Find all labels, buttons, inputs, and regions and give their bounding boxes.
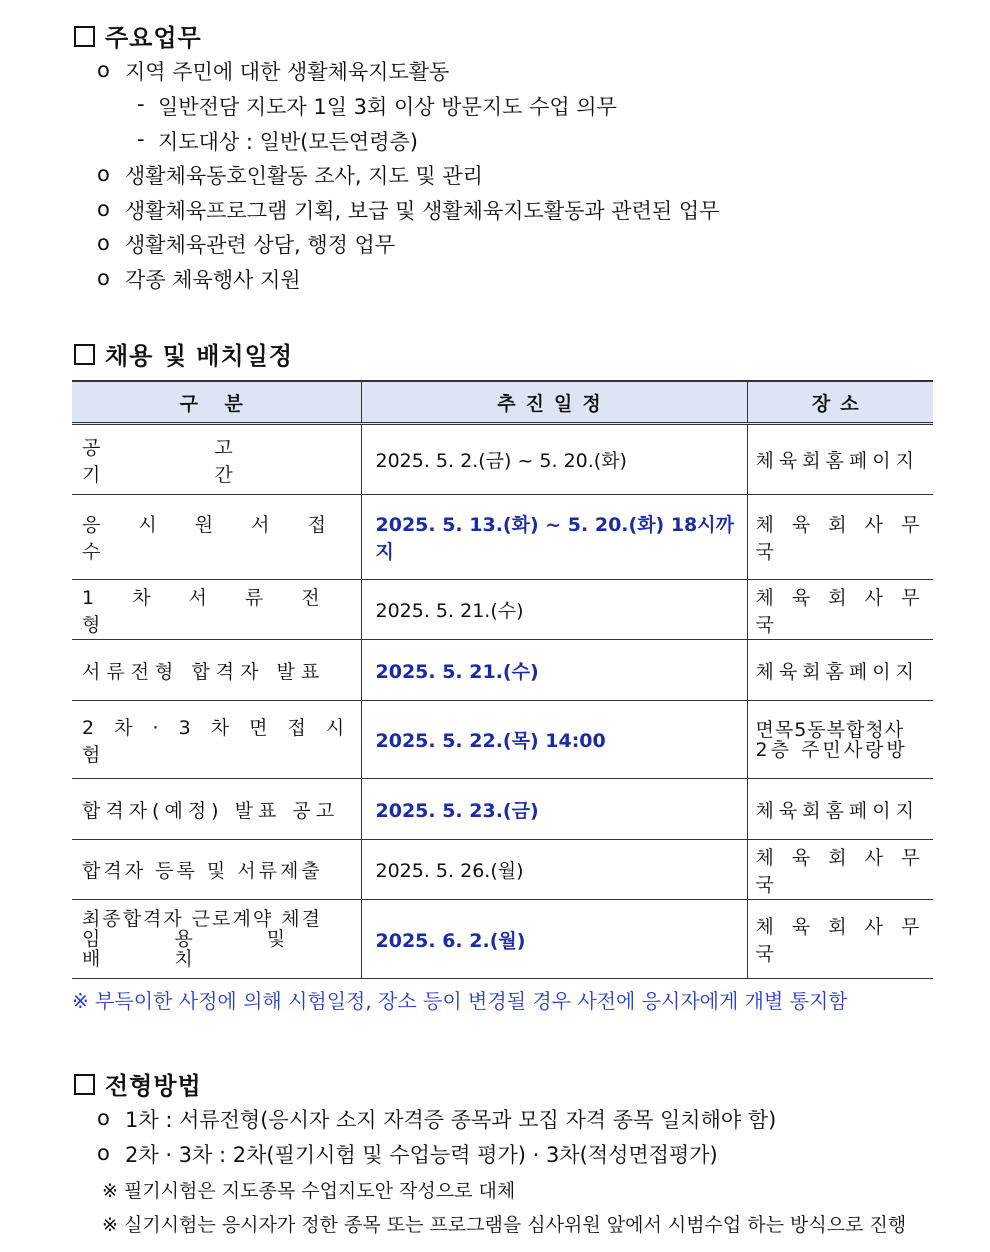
table-row xyxy=(72,701,933,779)
duty-item: 각종 체육행사 지원 xyxy=(125,268,301,292)
method-item: 1차 : 서류전형(응시자 소지 자격증 종목과 모집 자격 종목 일치해야 함) xyxy=(125,1108,777,1132)
method-section-title: 전형방법 xyxy=(74,1066,202,1101)
stage-cell: 합격자(예정) 발표 공고 xyxy=(72,779,361,840)
place-cell: 체 육 회 사 무 국 xyxy=(747,900,933,979)
table-row xyxy=(72,580,933,640)
method-note: ※ 필기시험은 지도종목 수업지도안 작성으로 대체 xyxy=(102,1180,516,1202)
stage-cell: 응 시 원 서 접 수 xyxy=(72,495,361,580)
bullet: o xyxy=(97,162,110,186)
duty-item: 생활체육동호인활동 조사, 지도 및 관리 xyxy=(125,164,483,188)
table-header-row xyxy=(72,381,933,424)
date-cell: 2025. 5. 21.(수) xyxy=(361,580,747,640)
table-row xyxy=(72,900,933,979)
schedule-notice: ※ 부득이한 사정에 의해 시험일정, 장소 등이 변경될 경우 사전에 응시자에게 개별 통지함 xyxy=(72,989,848,1013)
place-line: 면목5동복합청사 xyxy=(755,718,905,741)
method-note: ※ 실기시험는 응시자가 정한 종목 또는 프로그램을 심사위원 앞에서 시범수업 하는 방식으로 진행 xyxy=(102,1214,907,1236)
checkbox-square-icon xyxy=(74,1074,95,1095)
checkbox-square-icon xyxy=(74,26,95,47)
place-cell: 체육회홈페이지 xyxy=(747,779,933,840)
date-cell: 2025. 6. 2.(월) xyxy=(361,900,747,979)
stage-cell: 2 차 · 3 차 면 접 시 험 xyxy=(72,701,361,779)
bullet: o xyxy=(97,58,110,82)
stage-cell: 1 차 서 류 전 형 xyxy=(72,580,361,640)
bullet: o xyxy=(97,197,110,221)
stage-cell xyxy=(72,900,361,979)
date-cell: 2025. 5. 26.(월) xyxy=(361,840,747,900)
table-row xyxy=(72,640,933,701)
date-cell: 2025. 5. 2.(금) ~ 5. 20.(화) xyxy=(361,424,747,495)
header-place: 장소 xyxy=(747,381,933,424)
place-cell: 체 육 회 사 무 국 xyxy=(747,580,933,640)
checkbox-square-icon xyxy=(74,344,95,365)
method-item: 2차 · 3차 : 2차(필기시험 및 수업능력 평가) · 3차(적성면접평가) xyxy=(125,1143,718,1167)
bullet: o xyxy=(97,1106,110,1130)
table-row xyxy=(72,495,933,580)
duty-subitem: 일반전담 지도자 1일 3회 이상 방문지도 수업 의무 xyxy=(158,95,617,119)
bullet: - xyxy=(137,127,145,151)
date-cell: 2025. 5. 13.(화) ~ 5. 20.(화) 18시까지 xyxy=(361,495,747,580)
place-cell: 체 육 회 사 무 국 xyxy=(747,495,933,580)
stage-line: 임 용 및 배 치 xyxy=(82,928,320,970)
bullet: o xyxy=(97,231,110,255)
schedule-section-title: 채용 및 배치일정 xyxy=(74,336,293,371)
bullet: o xyxy=(97,1141,110,1165)
duty-subitem: 지도대상 : 일반(모든연령층) xyxy=(158,130,418,154)
stage-cell: 공 고 기 간 xyxy=(72,424,361,495)
stage-line: 최종합격자 근로계약 체결 xyxy=(82,908,322,930)
stage-cell: 합격자 등록 및 서류제출 xyxy=(72,840,361,900)
place-cell: 체 육 회 사 무 국 xyxy=(747,840,933,900)
bullet: - xyxy=(137,92,145,116)
duty-item: 생활체육관련 상담, 행정 업무 xyxy=(125,233,396,257)
date-cell: 2025. 5. 22.(목) 14:00 xyxy=(361,701,747,779)
table-row xyxy=(72,779,933,840)
header-date: 추진일정 xyxy=(361,381,747,424)
duties-section-title: 주요업무 xyxy=(74,18,202,53)
duty-item: 생활체육프로그램 기획, 보급 및 생활체육지도활동과 관련된 업무 xyxy=(125,199,720,223)
header-stage: 구 분 xyxy=(72,381,361,424)
place-line: 2층 주민사랑방 xyxy=(755,738,908,761)
date-cell: 2025. 5. 21.(수) xyxy=(361,640,747,701)
place-cell: 체육회홈페이지 xyxy=(747,640,933,701)
date-cell: 2025. 5. 23.(금) xyxy=(361,779,747,840)
bullet: o xyxy=(97,266,110,290)
stage-cell: 서류전형 합격자 발표 xyxy=(72,640,361,701)
table-row xyxy=(72,424,933,495)
place-cell: 체육회홈페이지 xyxy=(747,424,933,495)
schedule-table xyxy=(72,380,933,979)
place-cell xyxy=(747,701,933,779)
table-row xyxy=(72,840,933,900)
duty-item: 지역 주민에 대한 생활체육지도활동 xyxy=(125,60,450,84)
